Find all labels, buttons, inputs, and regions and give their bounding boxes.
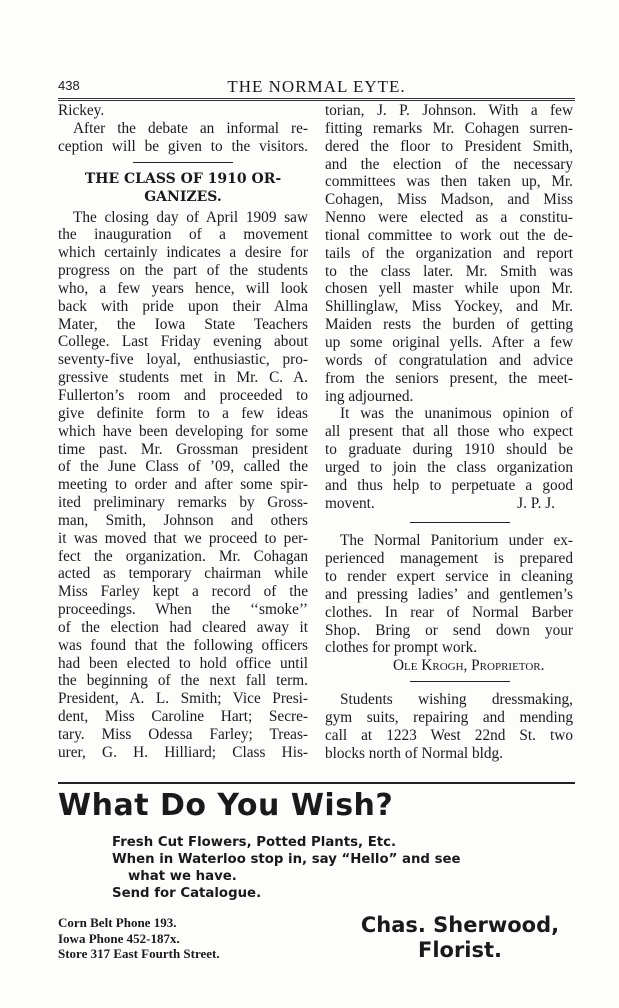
ad-body: [112, 834, 461, 902]
text-line: it was moved that we proceed to per-: [58, 529, 308, 547]
text-line: call at 1223 West 22nd St. two: [325, 726, 573, 744]
ad-headline: What Do You Wish?: [58, 788, 394, 823]
text-line: fitting remarks Mr. Cohagen surren-: [325, 119, 573, 137]
left-column: [58, 102, 308, 762]
business-name: Chas. Sherwood,: [360, 913, 560, 937]
text-line: and pressing ladies’ and gentlemen’s: [325, 585, 573, 603]
notice-signature: Ole Krogh, Proprietor.: [393, 657, 545, 675]
text-line: to render expert service in cleaning: [325, 568, 573, 586]
text-line: College. Last Friday evening about: [58, 333, 308, 351]
text-line: urged to join the class organization: [325, 458, 573, 476]
advertisement-rule: [58, 782, 575, 784]
text-line: seventy-five loyal, enthusiastic, pro-: [58, 351, 308, 369]
text-line: Cohagen, Miss Madson, and Miss: [325, 191, 573, 209]
ad-contact-line: Store 317 East Fourth Street.: [58, 946, 220, 961]
text-line: clothes. In rear of Normal Barber: [325, 603, 573, 621]
text-line: and thus help to perpetuate a good: [325, 476, 573, 494]
text-line: from the seniors present, the meet-: [325, 369, 573, 387]
section-divider: [133, 162, 233, 163]
text-line: man, Smith, Johnson and others: [58, 511, 308, 529]
text-line: tional committee to work out the de-: [325, 226, 573, 244]
text-line: who, a few years hence, will look: [58, 279, 308, 297]
header-rule: [58, 98, 575, 101]
text-line: progress on the part of the students: [58, 262, 308, 280]
business-type: Florist.: [417, 938, 503, 962]
text-line: give definite form to a few ideas: [58, 404, 308, 422]
text-line: President, A. L. Smith; Vice Presi-: [58, 690, 308, 708]
text-line: urer, G. H. Hilliard; Class His-: [58, 743, 308, 761]
running-title: THE NORMAL EYTE.: [227, 77, 406, 96]
text-line: the beginning of the next fall term.: [58, 672, 308, 690]
ad-line: what we have.: [128, 869, 237, 884]
text-line: time past. Mr. Grossman president: [58, 440, 308, 458]
text-line: back with pride upon their Alma: [58, 297, 308, 315]
text-line: proceedings. When the ‘‘smoke’’: [58, 601, 308, 619]
text-line: all present that all those who expect: [325, 423, 573, 441]
text-line: tails of the organization and report: [325, 244, 573, 262]
right-column: [325, 102, 573, 763]
text-line: ception will be given to the visitors.: [58, 137, 308, 155]
text-line: Rickey.: [58, 102, 105, 119]
text-line: and the election of the necessary: [325, 155, 573, 173]
text-line: Shop. Bring or send down your: [325, 621, 573, 639]
text-line: dent, Miss Caroline Hart; Secre-: [58, 708, 308, 726]
text-line: meeting to order and after some spir-: [58, 476, 308, 494]
text-line: Mater, the Iowa State Teachers: [58, 315, 308, 333]
text-line: Miss Farley kept a record of the: [58, 583, 308, 601]
ad-line: Fresh Cut Flowers, Potted Plants, Etc.: [112, 835, 397, 850]
text-line: Nenno were elected as a constitu-: [325, 209, 573, 227]
article-continuation: [325, 102, 573, 512]
text-line: which certainly indicates a desire for: [58, 244, 308, 262]
text-line: was found that the following officers: [58, 636, 308, 654]
dressmaking-notice: [325, 691, 573, 762]
text-line: to graduate during 1910 should be: [325, 441, 573, 459]
text-line: ing adjourned.: [325, 387, 414, 405]
text-line: [325, 495, 573, 513]
text-line: It was the unanimous opinion of: [340, 405, 573, 423]
closing-last-line: movent.: [325, 494, 375, 512]
article-title-line: THE CLASS OF 1910 OR-: [84, 170, 282, 187]
text-line: had been elected to hold office until: [58, 654, 308, 672]
article-signature: J. P. J.: [517, 494, 555, 512]
text-line: of the election had cleared away it: [58, 618, 308, 636]
text-line: up some original yells. After a few: [325, 333, 573, 351]
text-line: blocks north of Normal bldg.: [325, 744, 504, 762]
ad-business-name: [340, 913, 580, 963]
article-title-line: GANIZES.: [144, 188, 222, 205]
ad-contact-line: Iowa Phone 452-187x.: [58, 930, 180, 946]
text-line: The closing day of April 1909 saw: [73, 208, 308, 226]
text-line: tary. Miss Odessa Farley; Treas-: [58, 726, 308, 743]
text-line: Fullerton’s room and proceeded to: [58, 386, 308, 404]
page-header: [58, 78, 575, 98]
text-line: perienced management is prepared: [325, 550, 573, 568]
text-line: gressive students met in Mr. C. A.: [58, 369, 308, 387]
section-divider: [410, 681, 510, 682]
text-line: dered the floor to President Smith,: [325, 137, 573, 155]
text-line: torian, J. P. Johnson. With a few: [325, 102, 573, 119]
text-line: Students wishing dressmaking,: [340, 691, 573, 709]
text-line: which have been developing for some: [58, 422, 308, 440]
ad-line: Send for Catalogue.: [112, 886, 262, 901]
ad-contact-info: [58, 915, 220, 962]
text-line: fect the organization. Mr. Cohagan: [58, 547, 308, 565]
text-line: The Normal Panitorium under ex-: [340, 532, 573, 550]
text-line: chosen yell master while upon Mr.: [325, 280, 573, 298]
text-line: gym suits, repairing and mending: [325, 709, 573, 726]
text-line: ited preliminary remarks by Gross-: [58, 494, 308, 512]
text-line: acted as temporary chairman while: [58, 565, 308, 583]
ad-line: When in Waterloo stop in, say “Hello” and see: [112, 852, 461, 867]
page-number: 438: [58, 78, 80, 93]
panitorium-notice: [325, 532, 573, 675]
text-line: to the class later. Mr. Smith was: [325, 262, 573, 280]
text-line: Shillinglaw, Miss Yockey, and Mr.: [325, 298, 573, 316]
ad-contact-line: Corn Belt Phone 193.: [58, 915, 177, 930]
text-line: After the debate an informal re-: [73, 119, 308, 137]
text-line: Maiden rests the burden of getting: [325, 316, 573, 334]
text-line: of the June Class of ’09, called the: [58, 458, 308, 476]
section-divider: [410, 522, 510, 523]
text-line: committees was then taken up, Mr.: [325, 173, 573, 191]
text-line: words of congratulation and advice: [325, 351, 573, 369]
article-title: [58, 170, 308, 206]
text-line: the inauguration of a movement: [58, 226, 308, 244]
text-line: clothes for prompt work.: [325, 639, 478, 657]
article-body: [58, 209, 308, 762]
